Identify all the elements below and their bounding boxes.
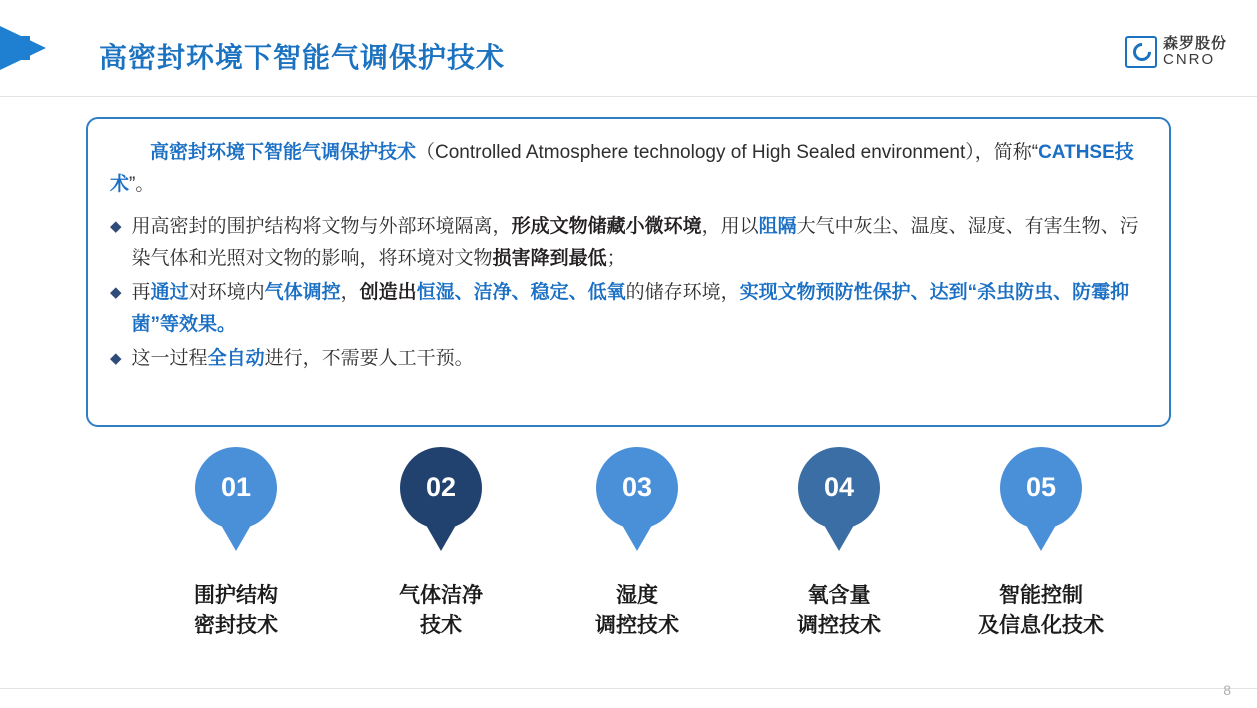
pin-marker-4 [798, 447, 880, 529]
bullet-text-3 [132, 343, 1147, 375]
pin-number-4: 04 [823, 471, 855, 502]
pin-label-3: 湿度 调控技术 [595, 584, 679, 637]
header-arrow-icon [0, 26, 46, 70]
pin-marker-3 [596, 447, 678, 529]
pin-item-4[interactable] [739, 447, 939, 641]
seg: 损害降到最低 [492, 248, 607, 269]
pin-number-5: 05 [1025, 471, 1057, 502]
pin-item-5[interactable] [941, 447, 1141, 641]
pin-marker-2 [400, 447, 482, 529]
seg: 用高密封的围护结构将文物与外部环境隔离， [131, 216, 512, 237]
seg: 实现文物预防性保护、达到“杀虫防虫、防霉抑菌”等效果。 [131, 282, 1130, 335]
lead-english: （Controlled Atmosphere technology of High Sealed environment），简称“ [416, 142, 1039, 163]
pin-number-2: 02 [425, 471, 457, 502]
pin-number-3: 03 [621, 471, 653, 502]
page-number: 8 [1223, 682, 1231, 698]
seg: 形成文物储藏小微环境 [511, 216, 702, 237]
lead-term: 高密封环境下智能气调保护技术 [150, 142, 417, 163]
pin-number-1: 01 [220, 471, 252, 502]
logo-text [1163, 36, 1227, 68]
pin-item-1[interactable] [136, 447, 336, 641]
pin-item-2[interactable] [341, 447, 541, 641]
seg: 这一过程 [131, 348, 208, 369]
bullet-item-1 [110, 211, 1147, 275]
bullet-text-2 [132, 277, 1147, 341]
seg: 全自动 [207, 348, 265, 369]
seg: ， [340, 282, 360, 303]
logo-en-text: CNRO [1162, 51, 1216, 68]
lead-abbr: CATHSE技术 [110, 142, 1134, 195]
bullet-item-2 [110, 277, 1147, 341]
logo-cn-text: 森罗股份 [1162, 35, 1227, 53]
bullet-text-1 [132, 211, 1147, 275]
lead-tail: ”。 [129, 174, 155, 195]
seg: 对环境内 [188, 282, 265, 303]
seg: 气体调控 [264, 282, 341, 303]
diamond-bullet-icon: ◆ [110, 284, 122, 301]
seg: 再 [131, 282, 151, 303]
seg: 阻隔 [758, 216, 797, 237]
seg: 进行，不需要人工干预。 [264, 348, 474, 369]
cnro-logo-icon [1125, 36, 1157, 68]
pin-label-2: 气体洁净 技术 [399, 584, 483, 637]
page-title: 高密封环境下智能气调保护技术 [99, 42, 506, 73]
technology-pins-row [0, 447, 1257, 647]
pin-marker-5 [1000, 447, 1082, 529]
seg: 恒湿、洁净、稳定、低氧 [416, 282, 626, 303]
pin-item-3[interactable] [537, 447, 737, 641]
pin-label-4: 氧含量 调控技术 [797, 584, 881, 637]
company-logo [1125, 36, 1227, 68]
header-divider [0, 96, 1257, 97]
footer-divider [0, 688, 1257, 689]
seg: 的储存环境， [625, 282, 740, 303]
seg: 通过 [150, 282, 189, 303]
lead-paragraph [110, 137, 1147, 201]
slide-header [0, 0, 1257, 96]
diamond-bullet-icon: ◆ [110, 350, 122, 367]
pin-label-1: 围护结构 密封技术 [194, 584, 278, 637]
seg: 创造出 [359, 282, 417, 303]
pin-label-5: 智能控制 及信息化技术 [978, 584, 1104, 637]
seg: ； [606, 248, 626, 269]
bullet-item-3 [110, 343, 1147, 375]
pin-marker-1 [195, 447, 277, 529]
definition-textbox [86, 117, 1171, 427]
diamond-bullet-icon: ◆ [110, 218, 122, 235]
seg: 大气中灰尘、温度、湿度、有害生物、污染气体和光照对文物的影响，将环境对文物 [131, 216, 1139, 269]
seg: ，用以 [701, 216, 759, 237]
